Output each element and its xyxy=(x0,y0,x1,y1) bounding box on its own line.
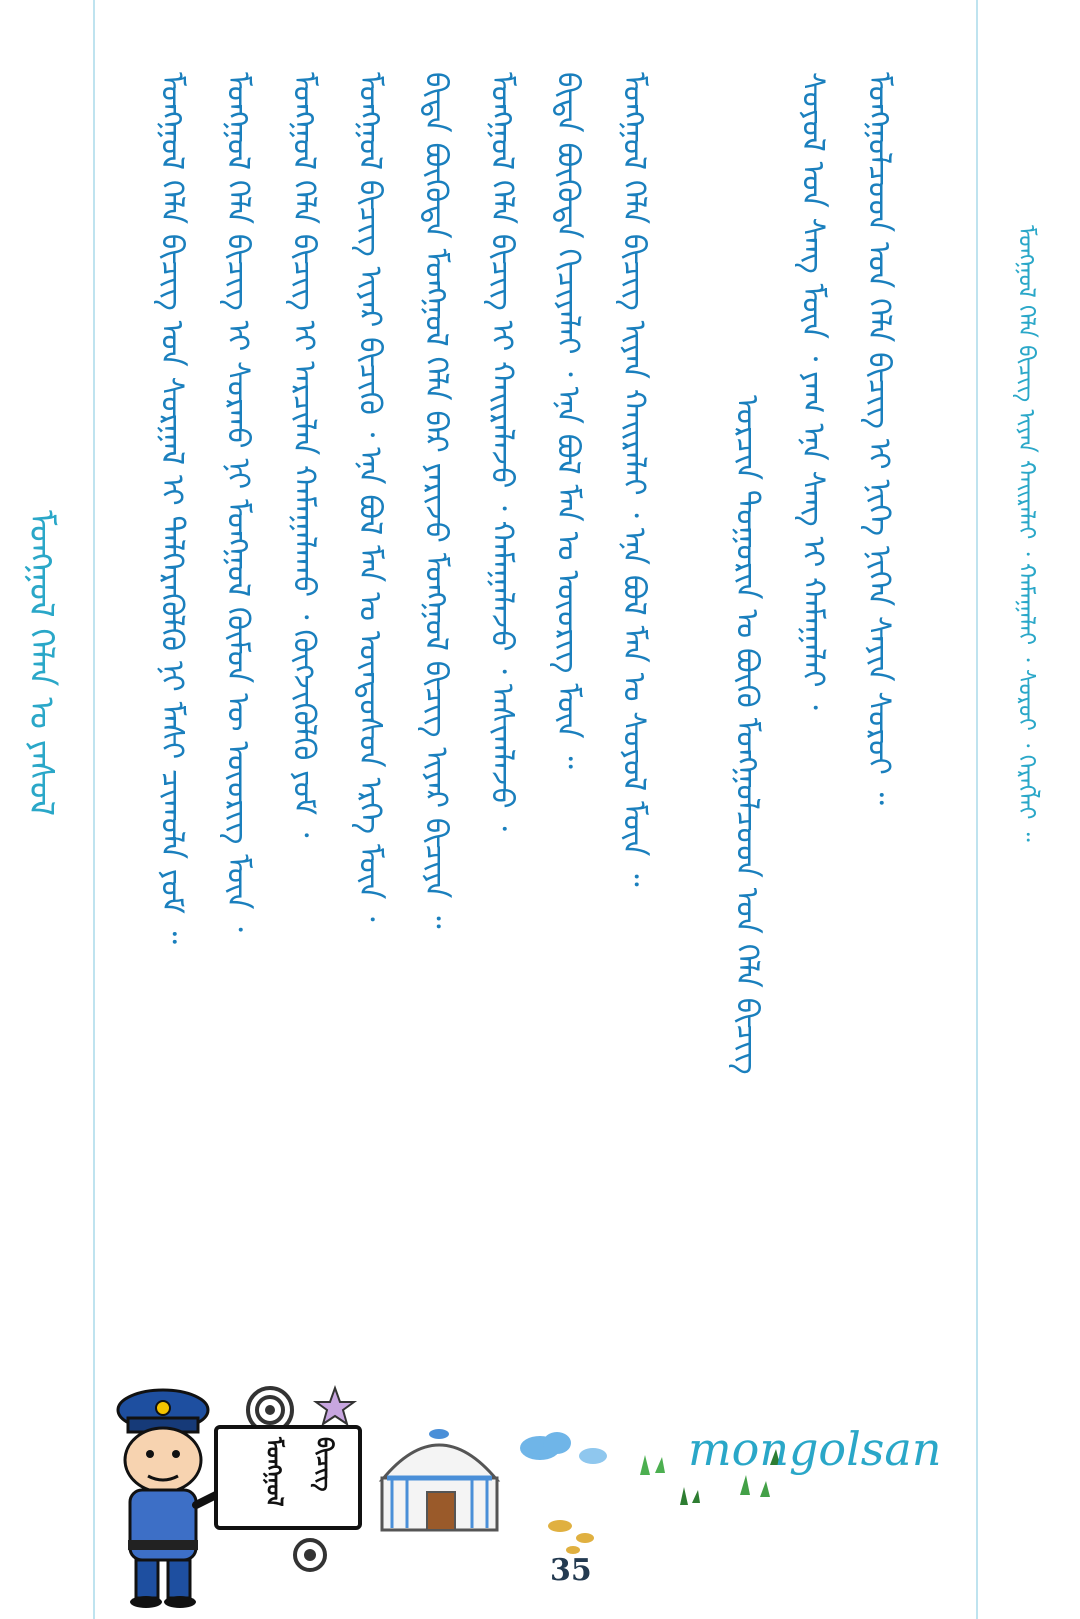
police-officer-illustration xyxy=(108,1380,218,1610)
signboard-line: ᠮᠣᠩᠭᠣᠯ xyxy=(261,1437,286,1507)
body-line: ᠪᠢᠳᠡ ᠪᠦᠭᠦᠳᠡ ᠮᠣᠩᠭᠣᠯ ᠬᠡᠯᠡ ᠪᠡᠷ ᠶᠠᠷᠢᠵᠤ ᠮᠣᠩᠭᠣᠯ ᠪᠢᠴᠢᠭ ᠢᠶᠡᠷ ᠪᠢᠴᠢᠶᠡ ᠃ xyxy=(418,72,454,929)
clouds-illustration xyxy=(515,1428,615,1558)
yurt-illustration xyxy=(372,1420,507,1540)
body-line: ᠪᠢᠳᠡ ᠪᠦᠭᠦᠳᠡ ᠬᠢᠴᠢᠶᠡᠯᠡᠶ ᠂ ᠡᠨᠡ ᠪᠣᠯ ᠮᠠᠨ ᠤ ᠦᠦᠷᠢᠭ ᠮᠥᠨ ᠃ xyxy=(550,72,586,769)
body-line: ᠣᠷᠴᠢᠨ ᠲᠣᠭᠣᠷᠢᠨ ᠤ ᠪᠦᠬᠦ ᠮᠣᠩᠭᠣᠯᠴᠤᠳ ᠤᠨ ᠬᠡᠯᠡ ᠪᠢᠴᠢᠭ xyxy=(729,395,765,1075)
body-line: ᠮᠣᠩᠭᠣᠯ ᠬᠡᠯᠡ ᠪᠢᠴᠢᠭ ᠢ ᠰᠤᠷᠬᠤ ᠨᠢ ᠮᠣᠩᠭᠣᠯ ᠬᠦᠮᠦᠨ ᠦ ᠦᠦᠷᠢᠭ ᠮᠥᠨ ᠂ xyxy=(220,72,256,932)
footer-note: ᠮᠣᠩᠭᠣᠯ ᠬᠡᠯᠡ ᠪᠢᠴᠢᠭ ᠢᠶᠡᠨ ᠬᠠᠢᠷᠠᠯᠠᠶ ᠂ ᠬᠠᠮᠠᠭᠠᠯᠠᠶ ᠂ ᠰᠤᠷᠤᠶ ᠂ ᠬᠡᠷᠡᠭᠯᠡᠶ ᠃ xyxy=(1013,225,1039,842)
body-line: ᠮᠣᠩᠭᠣᠯᠴᠤᠳ ᠤᠨ ᠬᠡᠯᠡ ᠪᠢᠴᠢᠭ ᠢ ᠨᠢᠭᠡ ᠨᠢᠭᠡᠨ ᠰᠠᠶᠢᠨ ᠰᠤᠷᠤᠶ ᠃ xyxy=(861,72,897,806)
page-number: 35 xyxy=(550,1553,592,1588)
signboard xyxy=(214,1425,362,1530)
body-line: ᠮᠣᠩᠭᠣᠯ ᠬᠡᠯᠡ ᠪᠢᠴᠢᠭ ᠤᠨ ᠰᠤᠷᠭᠠᠯ ᠢ ᠳᠡᠯᠭᠡᠷᠡᠭᠦᠯᠬᠦ ᠨᠢ ᠮᠠᠰᠢ ᠴᠢᠬᠤᠯᠠ ᠶᠤᠮ ᠃ xyxy=(154,72,190,945)
body-line: ᠰᠣᠶᠣᠯ ᠤᠨ ᠰᠠᠩ ᠮᠥᠨ ᠂ ᠶᠠᠭ ᠡᠨᠡ ᠰᠠᠩ ᠢ ᠬᠠᠮᠠᠭᠠᠯᠠᠶ ᠂ xyxy=(795,72,831,710)
page-header-title: ᠮᠣᠩᠭᠣᠯ ᠬᠡᠯᠡᠨ ᠤ ᠶᠠᠰᠤᠯ xyxy=(21,510,61,816)
body-line: ᠮᠣᠩᠭᠣᠯ ᠬᠡᠯᠡ ᠪᠢᠴᠢᠭ ᠢ ᠠᠷᠴᠢᠯᠠᠨ ᠬᠠᠮᠠᠭᠠᠯᠠᠬᠤ ᠂ ᠬᠥᠭᠵᠢᠭᠦᠯᠬᠦ ᠶᠤᠮ ᠂ xyxy=(286,72,322,838)
decorative-ring-icon xyxy=(290,1535,330,1575)
body-line: ᠮᠣᠩᠭᠣᠯ ᠪᠢᠴᠢᠭ ᠢᠶᠡᠷ ᠪᠢᠴᠢᠬᠦ ᠂ ᠡᠨᠡ ᠪᠣᠯ ᠮᠠᠨ ᠤ ᠦᠨᠳᠦᠰᠦᠨ ᠡᠷᠬᠡ ᠮᠥᠨ ᠂ xyxy=(352,72,388,922)
body-line: ᠮᠣᠩᠭᠣᠯ ᠬᠡᠯᠡ ᠪᠢᠴᠢᠭ ᠢᠶᠡᠨ ᠬᠠᠢᠷᠠᠯᠠᠶ ᠂ ᠡᠨᠡ ᠪᠣᠯ ᠮᠠᠨ ᠤ ᠰᠤᠶᠤᠯ ᠮᠥᠨ ᠃ xyxy=(616,72,652,887)
body-line: ᠮᠣᠩᠭᠣᠯ ᠬᠡᠯᠡ ᠪᠢᠴᠢᠭ ᠢ ᠬᠠᠢᠷᠠᠯᠠᠵᠤ ᠂ ᠬᠠᠮᠠᠭᠠᠯᠠᠵᠤ ᠂ ᠠᠰᠢᠭᠯᠠᠵᠤ ᠂ xyxy=(484,72,520,832)
brand-logo-text: mongolsan xyxy=(688,1422,942,1476)
signboard-line: ᠪᠢᠴᠢᠭ xyxy=(311,1437,336,1492)
